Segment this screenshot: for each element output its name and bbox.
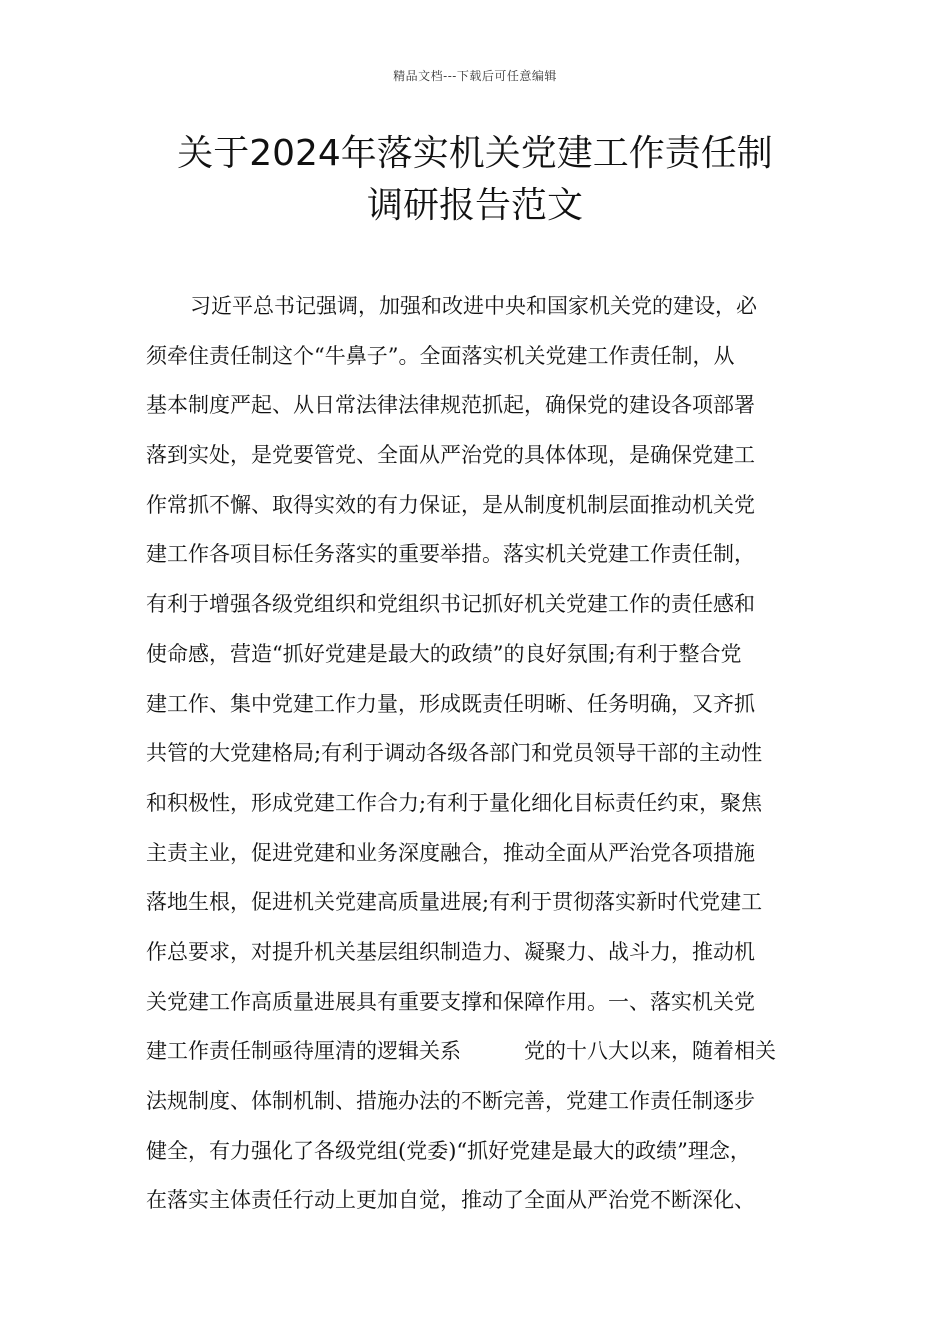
body-line: 关党建工作高质量进展具有重要支撑和保障作用。一、落实机关党 <box>146 989 755 1014</box>
document-title <box>100 128 850 232</box>
body-line: 有利于增强各级党组织和党组织书记抓好机关党建工作的责任感和 <box>146 592 755 617</box>
body-line: 和积极性，形成党建工作合力;有利于量化细化目标责任约束，聚焦 <box>146 790 763 815</box>
body-line: 建工作、集中党建工作力量，形成既责任明晰、任务明确，又齐抓 <box>146 691 755 716</box>
body-line: 作总要求，对提升机关基层组织制造力、凝聚力、战斗力，推动机 <box>146 939 755 964</box>
body-line: 使命感，营造“抓好党建是最大的政绩”的良好氛围;有利于整合党 <box>146 641 742 666</box>
body-line: 作常抓不懈、取得实效的有力保证，是从制度机制层面推动机关党 <box>146 492 755 517</box>
body-line: 建工作各项目标任务落实的重要举措。落实机关党建工作责任制， <box>146 542 755 567</box>
body-line: 习近平总书记强调，加强和改进中央和国家机关党的建设，必 <box>190 294 757 318</box>
body-line: 建工作责任制亟待厘清的逻辑关系 党的十八大以来，随着相关 <box>146 1039 776 1064</box>
header-note: 精品文档---下载后可任意编辑 <box>393 69 557 83</box>
body-line: 落到实处，是党要管党、全面从严治党的具体体现，是确保党建工 <box>146 443 755 468</box>
body-line: 主责主业，促进党建和业务深度融合，推动全面从严治党各项措施 <box>146 840 755 865</box>
title-line: 关于2024年落实机关党建工作责任制 <box>177 133 773 174</box>
body-line: 基本制度严起、从日常法律法律规范抓起，确保党的建设各项部署 <box>146 393 755 418</box>
body-line: 落地生根，促进机关党建高质量进展;有利于贯彻落实新时代党建工 <box>146 890 763 915</box>
body-line: 在落实主体责任行动上更加自觉，推动了全面从严治党不断深化、 <box>146 1188 755 1213</box>
body-paragraph <box>146 282 826 1226</box>
title-line: 调研报告范文 <box>366 185 583 226</box>
body-line: 须牵住责任制这个“牛鼻子”。全面落实机关党建工作责任制，从 <box>146 343 735 368</box>
body-line: 共管的大党建格局;有利于调动各级各部门和党员领导干部的主动性 <box>146 741 763 766</box>
body-line: 健全，有力强化了各级党组(党委)“抓好党建是最大的政绩”理念， <box>146 1138 751 1163</box>
body-line: 法规制度、体制机制、措施办法的不断完善，党建工作责任制逐步 <box>146 1089 755 1113</box>
